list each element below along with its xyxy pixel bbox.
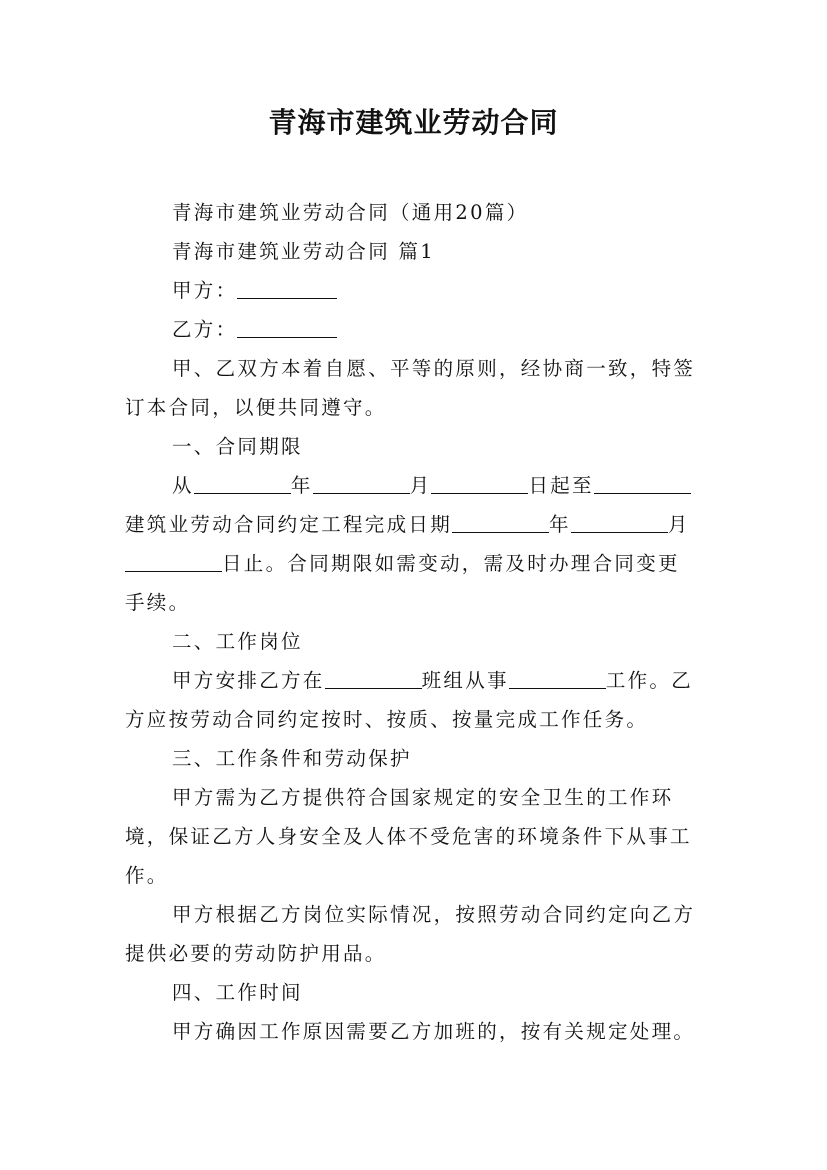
clause-heading-line — [125, 973, 705, 1012]
clause-heading-text: 四、工作时间 — [172, 981, 303, 1004]
clause-heading-text: 二、工作岗位 — [172, 630, 303, 653]
paragraph-text: 作。 — [125, 864, 169, 887]
paragraph-text: 从 — [172, 474, 194, 497]
paragraph-line — [125, 817, 705, 856]
paragraph-text: 甲方确因工作原因需要乙方加班的，按有关规定处理。 — [172, 1020, 696, 1043]
year-blank — [452, 508, 549, 533]
paragraph-line — [125, 544, 705, 583]
section-heading-line — [125, 232, 705, 271]
paragraph-text: 班组从事 — [421, 669, 509, 692]
paragraph-text: 甲方需为乙方提供符合国家规定的安全卫生的工作环 — [172, 786, 674, 809]
paragraph-text: 甲方根据乙方岗位实际情况，按照劳动合同约定向乙方 — [172, 903, 696, 926]
paragraph-text: 手续。 — [125, 591, 191, 614]
paragraph-line — [125, 388, 705, 427]
paragraph-text: 境，保证乙方人身安全及人体不受危害的环境条件下从事工 — [125, 825, 692, 848]
paragraph-line — [125, 700, 705, 739]
paragraph-line — [125, 934, 705, 973]
paragraph-line — [125, 895, 705, 934]
month-blank — [571, 508, 668, 533]
paragraph-text: 日起至 — [528, 474, 594, 497]
paragraph-text: 订本合同，以便共同遵守。 — [125, 396, 387, 419]
paragraph-text: 提供必要的劳动防护用品。 — [125, 942, 387, 965]
paragraph-text: 甲方安排乙方在 — [172, 669, 325, 692]
party-a-label: 甲方： — [172, 279, 238, 302]
section-heading-text: 青海市建筑业劳动合同 篇1 — [172, 240, 436, 263]
paragraph-line — [125, 349, 705, 388]
paragraph-line — [125, 856, 705, 895]
paragraph-line — [125, 1012, 705, 1051]
clause-heading-line — [125, 622, 705, 661]
paragraph-text: 建筑业劳动合同约定工程完成日期 — [125, 513, 453, 536]
paragraph-text: 工作。乙 — [605, 669, 694, 692]
clause-heading-line — [125, 739, 705, 778]
team-blank — [325, 664, 422, 689]
end-blank — [594, 469, 691, 494]
subtitle-text: 青海市建筑业劳动合同（通用20篇） — [172, 201, 529, 224]
party-b-label: 乙方： — [172, 318, 238, 341]
paragraph-text: 月 — [409, 474, 432, 497]
party-a-blank — [237, 274, 337, 299]
paragraph-line — [125, 466, 705, 505]
day-blank — [431, 469, 528, 494]
job-blank — [509, 664, 606, 689]
paragraph-text: 甲、乙双方本着自愿、平等的原则，经协商一致，特签 — [172, 357, 696, 380]
clause-heading-text: 三、工作条件和劳动保护 — [172, 747, 412, 770]
month-blank — [313, 469, 410, 494]
paragraph-line — [125, 661, 705, 700]
clause-heading-line — [125, 427, 705, 466]
contract-body — [125, 193, 705, 1051]
paragraph-text: 年 — [290, 474, 313, 497]
subtitle-line — [125, 193, 705, 232]
clause-heading-text: 一、合同期限 — [172, 435, 303, 458]
paragraph-text: 日止。合同期限如需变动，需及时办理合同变更 — [222, 552, 680, 575]
paragraph-text: 方应按劳动合同约定按时、按质、按量完成工作任务。 — [125, 708, 649, 731]
paragraph-line — [125, 583, 705, 622]
day-blank — [125, 547, 222, 572]
paragraph-text: 月 — [667, 513, 690, 536]
document-title: 青海市建筑业劳动合同 — [268, 106, 559, 139]
paragraph-text: 年 — [549, 513, 571, 536]
paragraph-line — [125, 778, 705, 817]
year-blank — [194, 469, 291, 494]
party-a-line — [125, 271, 705, 310]
paragraph-line — [125, 505, 705, 544]
party-b-blank — [237, 313, 337, 338]
party-b-line — [125, 310, 705, 349]
